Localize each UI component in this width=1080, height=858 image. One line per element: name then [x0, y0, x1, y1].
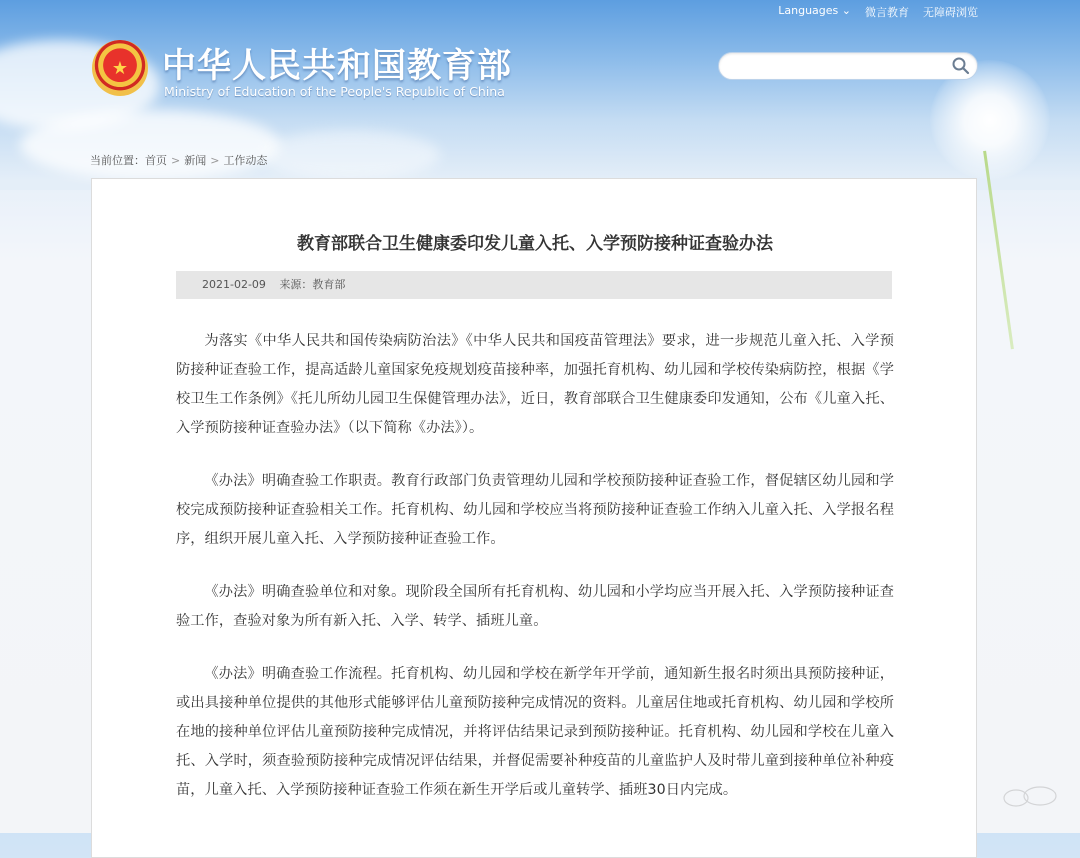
- cloud-decoration: [260, 130, 440, 180]
- article-source: 来源：教育部: [279, 278, 346, 291]
- breadcrumb-home[interactable]: 首页: [145, 154, 167, 167]
- article-paragraph: 《办法》明确查验工作职责。教育行政部门负责管理幼儿园和学校预防接种证查验工作，督促辖区幼儿园和学校完成预防接种证查验相关工作。托育机构、幼儿园和学校应当将预防接种证查验工作纳入儿童入托、入学报名程序，组织开展儿童入托、入学预防接种证查验工作。: [176, 473, 894, 547]
- search-icon[interactable]: [951, 56, 971, 76]
- chevron-right-icon: >: [171, 154, 181, 167]
- site-subtitle: Ministry of Education of the People's Republic of China: [164, 84, 505, 99]
- languages-link[interactable]: [778, 4, 851, 20]
- search-input[interactable]: [729, 53, 953, 79]
- site-title[interactable]: 中华人民共和国教育部: [162, 46, 512, 86]
- article-paragraph: 《办法》明确查验工作流程。托育机构、幼儿园和学校在新学年开学前，通知新生报名时须出具预防接种证，或出具接种单位提供的其他形式能够评估儿童预防接种完成情况的资料。儿童居住地或托育机构、幼儿园和学校所在地的接种单位评估儿童预防接种完成情况，并将评估结果记录到预防接种证。托育机构、幼儿园和学校在儿童入托、入学时，须查验预防接种完成情况评估结果，并督促需要补种疫苗的儿童监护人及时带儿童到接种单位补种疫苗，儿童入托、入学预防接种证查验工作须在新生开学后或儿童转学、插班30日内完成。: [176, 666, 894, 798]
- breadcrumb-label: 当前位置：: [90, 154, 145, 167]
- breadcrumb-work-news[interactable]: 工作动态: [223, 154, 268, 167]
- cloud-decoration: [20, 110, 280, 180]
- article-paragraph: 《办法》明确查验单位和对象。现阶段全国所有托育机构、幼儿园和小学均应当开展入托、入学预防接种证查验工作，查验对象为所有新入托、入学、转学、插班儿童。: [176, 584, 894, 629]
- article-title: 教育部联合卫生健康委印发儿童入托、入学预防接种证查验办法: [297, 234, 773, 254]
- breadcrumb: [90, 152, 267, 168]
- article-card: [91, 178, 977, 858]
- article-body: [176, 327, 894, 829]
- search-box: [718, 52, 978, 80]
- watermark-logo: [996, 778, 1066, 814]
- weiyan-education-link[interactable]: 微言教育: [865, 6, 909, 19]
- breadcrumb-news[interactable]: 新闻: [184, 154, 207, 167]
- article-paragraph: 为落实《中华人民共和国传染病防治法》《中华人民共和国疫苗管理法》要求，进一步规范儿童入托、入学预防接种证查验工作，提高适龄儿童国家免疫规划疫苗接种率，加强托育机构、幼儿园和学校传染病防控，根据《学校卫生工作条例》《托儿所幼儿园卫生保健管理办法》，近日，教育部联合卫生健康委印发通知，公布《儿童入托、入学预防接种证查验办法》（以下简称《办法》）。: [176, 333, 894, 436]
- article-meta: [176, 271, 892, 299]
- article-date: 2021-02-09: [202, 278, 266, 291]
- top-links: [778, 4, 978, 20]
- emblem-icon[interactable]: ★: [92, 40, 148, 96]
- chevron-down-icon: ⌄: [841, 4, 851, 17]
- accessibility-link[interactable]: 无障碍浏览: [923, 6, 978, 19]
- chevron-right-icon: >: [210, 154, 220, 167]
- languages-label: Languages: [778, 4, 839, 17]
